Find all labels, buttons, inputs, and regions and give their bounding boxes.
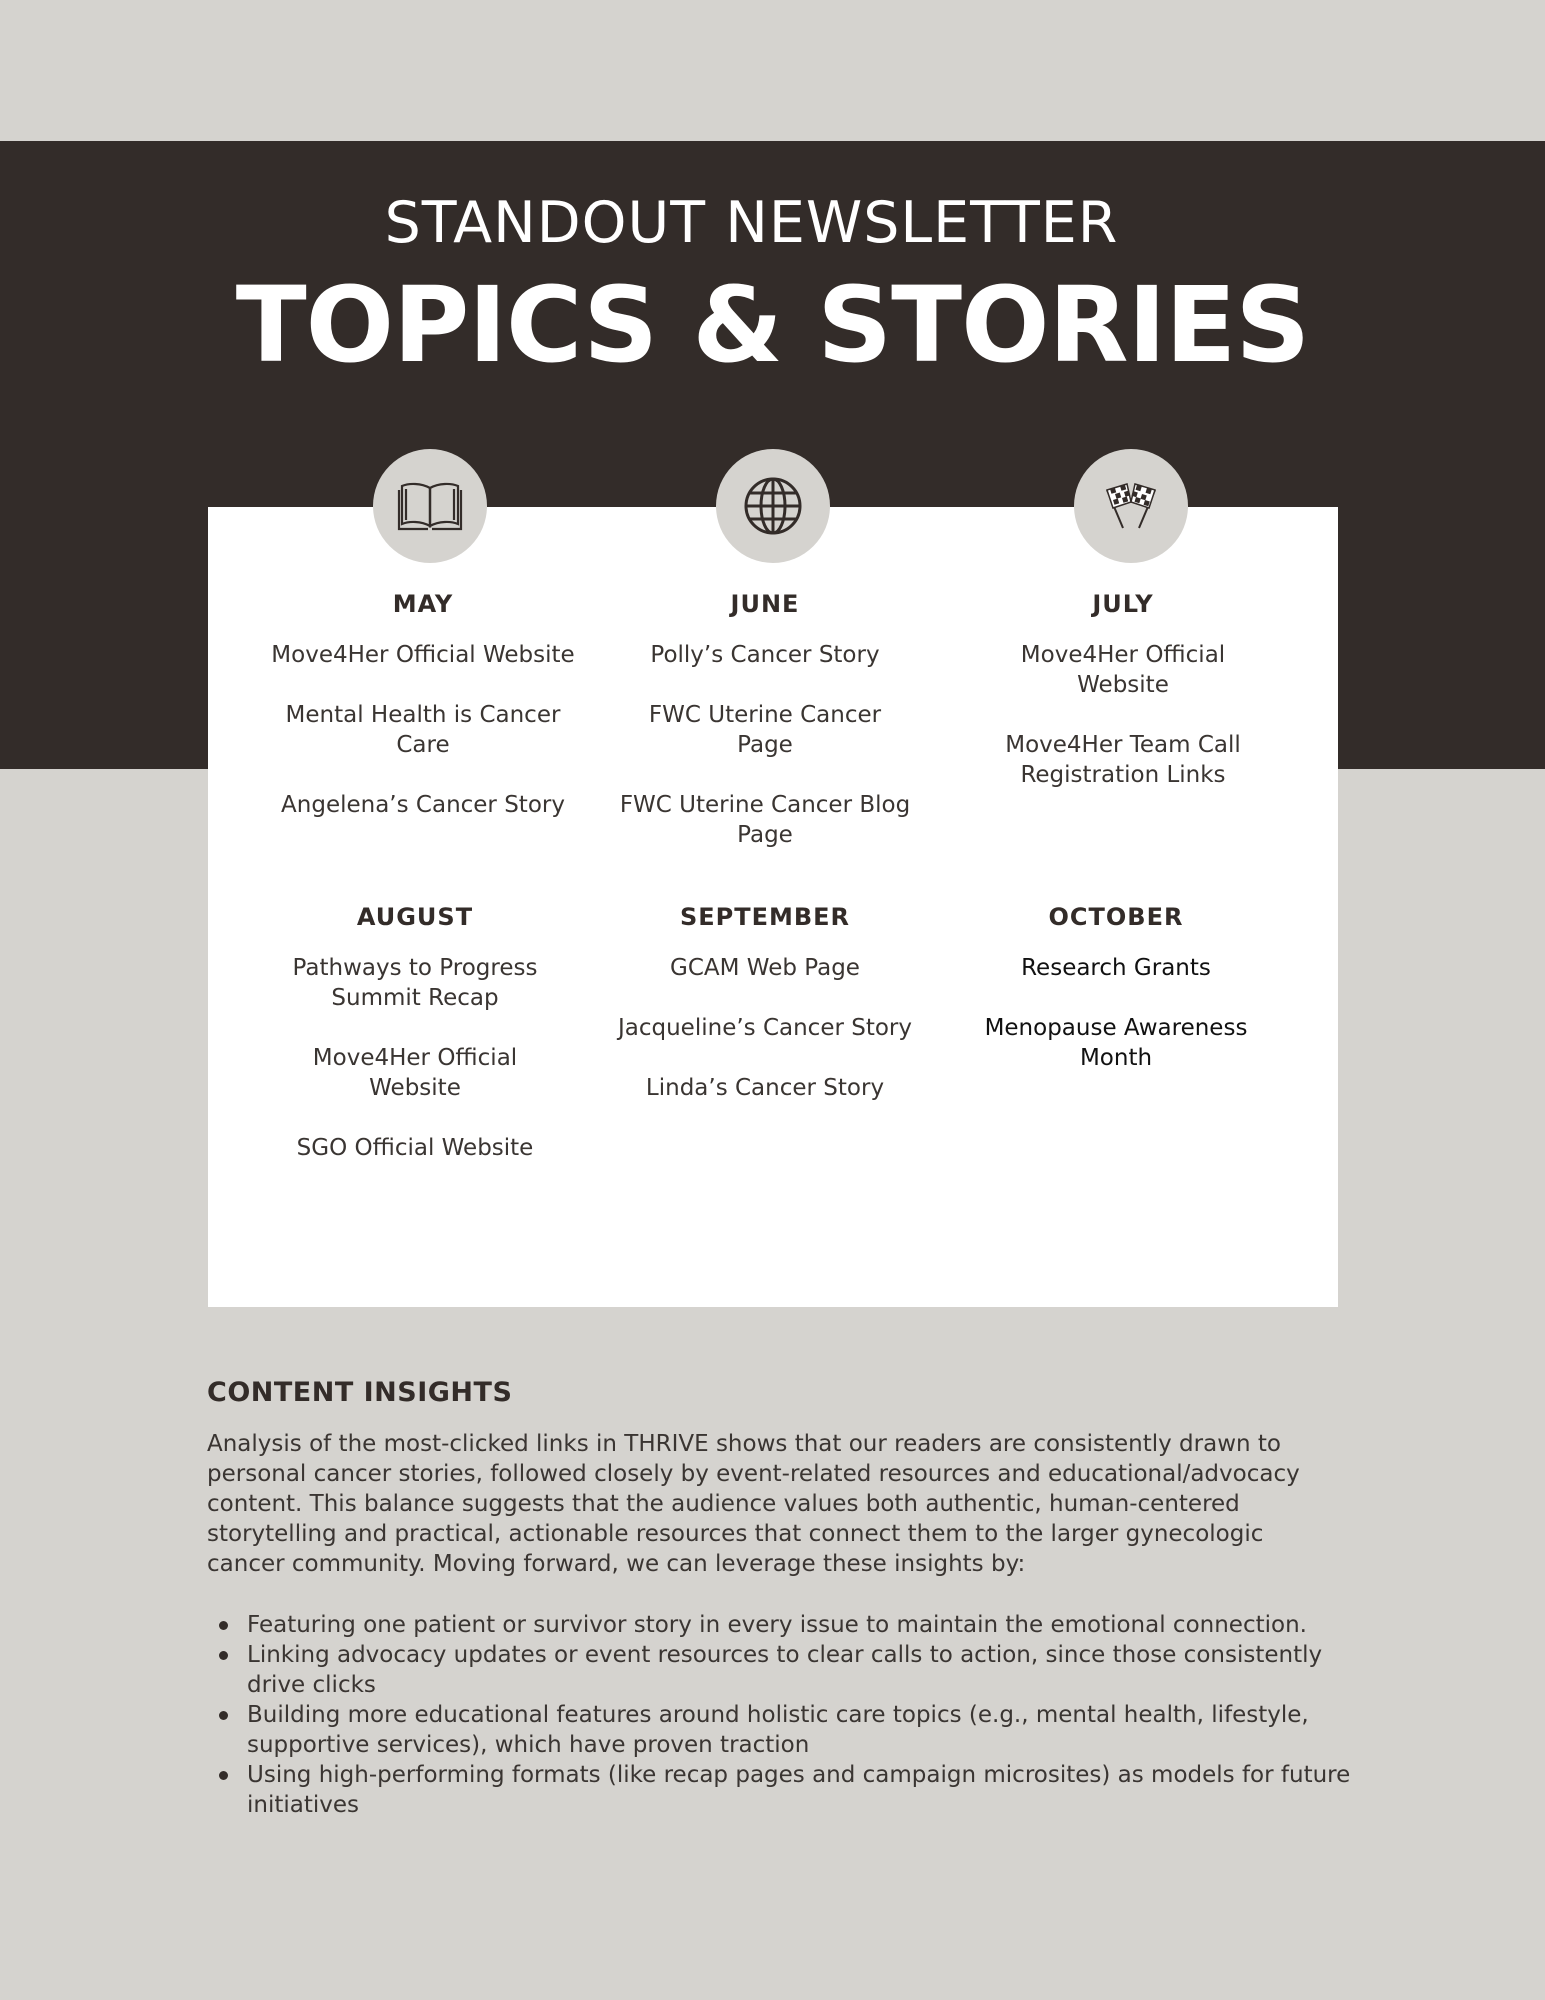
insights-heading: CONTENT INSIGHTS (207, 1377, 513, 1408)
month-column-july (963, 590, 1283, 820)
topic-item: GCAM Web Page (670, 955, 860, 981)
topic-item: Pathways to Progress Summit Recap (292, 955, 538, 1011)
topic-item: Linda’s Cancer Story (645, 1075, 885, 1101)
checkered-flags-icon (1074, 449, 1188, 563)
topic-item: Menopause Awareness Month (984, 1015, 1248, 1071)
month-title: JULY (1092, 590, 1154, 618)
insights-paragraph: Analysis of the most-clicked links in THRIVE shows that our readers are consistently drawn to personal cancer stories, followed closely by event-related resources and educational/advocacy content. This balance suggests that the audience values both authentic, human-centered storytelling and practical, actionable resources that connect them to the larger gynecologic cancer community. Moving forward, we can leverage these insights by: (207, 1431, 1300, 1577)
month-column-june (605, 590, 925, 880)
insights-bullet-list (207, 1610, 1382, 1820)
insight-bullet: Linking advocacy updates or event resources to clear calls to action, since those consistently drive clicks (247, 1640, 1382, 1700)
month-column-august (255, 903, 575, 1193)
newsletter-eyebrow: STANDOUT NEWSLETTER (384, 190, 1119, 256)
insight-bullet: Using high-performing formats (like recap pages and campaign microsites) as models for future initiatives (247, 1760, 1382, 1820)
topic-item: Research Grants (1021, 955, 1211, 981)
topic-item: FWC Uterine Cancer Blog Page (619, 792, 911, 848)
month-column-september (605, 903, 925, 1133)
insight-bullet: Building more educational features around holistic care topics (e.g., mental health, lifestyle, supportive services), which have proven traction (247, 1700, 1382, 1760)
topic-item: Jacqueline’s Cancer Story (617, 1015, 912, 1041)
insight-bullet: Featuring one patient or survivor story in every issue to maintain the emotional connection. (247, 1610, 1382, 1640)
topic-item: Mental Health is Cancer Care (285, 702, 561, 758)
month-column-october (956, 903, 1276, 1103)
topic-item: Move4Her Team Call Registration Links (1005, 732, 1241, 788)
month-title: MAY (392, 590, 454, 618)
topic-item: Polly’s Cancer Story (650, 642, 880, 668)
topic-item: Move4Her Official Website (312, 1045, 518, 1101)
topic-item: Angelena’s Cancer Story (281, 792, 565, 818)
globe-icon (716, 449, 830, 563)
month-title: AUGUST (356, 903, 474, 931)
month-title: JUNE (730, 590, 800, 618)
month-title: OCTOBER (1048, 903, 1184, 931)
month-title: SEPTEMBER (679, 903, 851, 931)
month-column-may (263, 590, 583, 850)
topic-item: Move4Her Official Website (1020, 642, 1226, 698)
topic-item: SGO Official Website (296, 1135, 534, 1161)
topic-item: Move4Her Official Website (271, 642, 575, 668)
open-book-icon (373, 449, 487, 563)
topic-item: FWC Uterine Cancer Page (648, 702, 882, 758)
page-title: TOPICS & STORIES (235, 264, 1310, 386)
